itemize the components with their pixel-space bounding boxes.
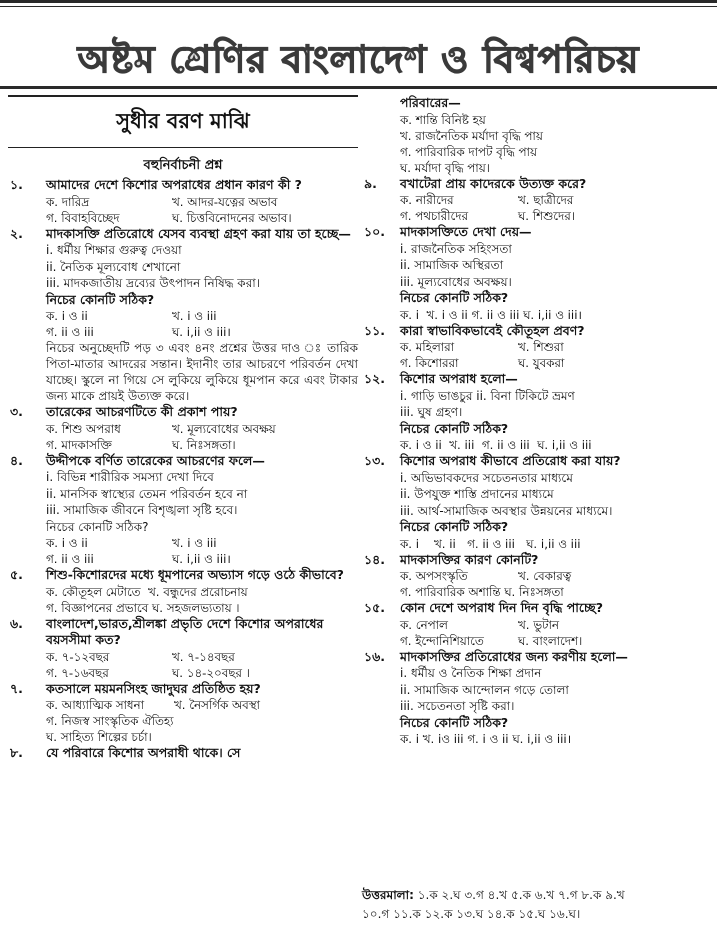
statement: iii. মাদকজাতীয় দ্রব্যের উৎপাদন নিষিদ্ধ করা। <box>46 276 261 290</box>
option-line: গ. পারিবারিক দাপট বৃদ্ধি পায় <box>400 144 537 159</box>
question-number: ২. <box>10 225 23 241</box>
option: ঘ. ১৪-২০বছর । <box>172 665 250 680</box>
sub-question: নিচের কোনটি সঠিক? <box>400 714 509 730</box>
sub-question: নিচের কোনটি সঠিক? <box>46 291 155 307</box>
question-number: ৩. <box>10 404 23 419</box>
option: খ. বেকারত্ব <box>518 569 572 583</box>
option: ঘ. বাংলাদেশ। <box>518 633 583 648</box>
option: ক. অপসংস্কৃতি <box>400 569 468 583</box>
option-line: ঘ. সাহিত্য শিল্পের চর্চা। <box>46 730 152 744</box>
option: ঘ. যুবকরা <box>518 356 565 370</box>
question <box>362 453 710 552</box>
statement: iii. সামাজিক জীবনে বিশৃঙ্খলা সৃষ্টি হবে। <box>46 503 238 517</box>
author-box <box>8 95 358 148</box>
option: ক. দারিদ্র <box>46 194 90 209</box>
option: খ. ছাত্রীদের <box>518 193 574 207</box>
statement: i. ধর্মীয় ও নৈতিক শিক্ষা প্রদান <box>400 666 542 680</box>
option-line: ক. i ও ii খ. iii গ. ii ও iii ঘ. i,ii ও iii <box>400 438 592 452</box>
option-row <box>46 421 358 437</box>
question-number: ১. <box>10 177 23 192</box>
option-row <box>46 324 358 340</box>
banner-bottom-rule <box>0 86 717 89</box>
question-text: আমাদের দেশে কিশোর অপরাধের প্রধান কারণ কী ? <box>46 177 302 192</box>
option: গ. পথচারীদের <box>400 209 468 223</box>
question <box>362 323 710 372</box>
question-text: উদ্দীপকে বর্ণিত তারেকের আচরণের ফলে— <box>46 452 265 468</box>
statement-list <box>400 470 710 520</box>
question-text: কোন দেশে অপরাধ দিন দিন বৃদ্ধি পাচ্ছে? <box>400 600 604 615</box>
options <box>46 584 358 616</box>
option: ক. ৭-১২বছর <box>46 649 110 664</box>
sub-question: নিচের কোনটি সঠিক? <box>400 420 509 436</box>
option: ঘ. চিত্তবিনোদনের অভাব। <box>172 210 292 225</box>
statement: iii. সচেতনতা সৃষ্টি করা। <box>400 699 515 713</box>
option: ক. নারীদের <box>400 193 454 207</box>
banner-top-rule-thin <box>0 6 717 7</box>
option-line: গ. বিজ্ঞাপনের প্রভাবে ঘ. সহজলভ্যতায় । <box>46 600 240 615</box>
options <box>400 568 710 584</box>
option-line: ক. আধ্যাত্মিক সাধনা খ. নৈসর্গিক অবস্থা <box>46 698 260 712</box>
option-line: ক. শান্তি বিনিষ্ট হয় <box>400 112 486 127</box>
statement-list <box>400 241 710 291</box>
statement: iii. আর্থ-সামাজিক অবস্থার উন্নয়নের মাধ্যমে। <box>400 503 613 518</box>
question-continued <box>362 95 710 176</box>
option: ক. মহিলারা <box>400 340 454 354</box>
question-text: মাদকাসক্তি প্রতিরোধে যেসব ব্যবস্থা গ্রহণ করা যায় তা হচ্ছে— <box>46 225 351 241</box>
question-text: মাদকাসক্তির প্রতিরোধের জন্য করণীয় হলো— <box>400 648 628 664</box>
option-line: ক. i খ. i ও ii গ. ii ও iii ঘ. i,ii ও iii। <box>400 307 582 322</box>
answer-key-line: ১.ক ২.ঘ ৩.গ ৪.খ ৫.ক ৬.খ ৭.গ ৮.ক ৯.খ <box>413 888 625 902</box>
statement: i. ধর্মীয় শিক্ষার গুরুত্ব দেওয়া <box>46 243 182 257</box>
option: ক. নেপাল <box>400 617 448 632</box>
question-text: তারেকের আচরণটিতে কী প্রকাশ পায়? <box>46 404 238 419</box>
question-number: ১৫. <box>364 600 385 615</box>
banner-top-rule <box>0 0 717 3</box>
question <box>362 552 710 601</box>
question-group <box>8 177 358 340</box>
option-row <box>46 210 358 226</box>
question-number: ৫. <box>10 567 23 582</box>
options <box>46 535 358 567</box>
statement: i. গাড়ি ভাঙচুর ii. বিনা টিকিটে ভ্রমণ <box>400 388 575 403</box>
answer-key <box>362 886 712 924</box>
statement: ii. মানসিক স্বাস্থ্যের তেমন পরিবর্তন হবে না <box>46 486 248 501</box>
question-number: ৪. <box>10 452 23 468</box>
option: গ. মাদকাসক্তি <box>46 437 112 452</box>
statement: ii. নৈতিক মূল্যবোধ শেখানো <box>46 259 181 274</box>
statement: iii. ঘুষ গ্রহণ। <box>400 405 463 419</box>
banner-title: অষ্টম শ্রেণির বাংলাদেশ ও বিশ্বপরিচয় <box>77 38 640 81</box>
question <box>8 404 358 453</box>
sub-question: নিচের কোনটি সঠিক? <box>400 519 509 534</box>
option-row <box>46 194 358 210</box>
question <box>8 226 358 341</box>
statement: ii. উপযুক্ত শাস্তি প্রদানের মাধ্যমে <box>400 487 554 501</box>
option-row <box>46 665 358 681</box>
option: ঘ. শিশুদের। <box>518 209 575 223</box>
options <box>46 649 358 681</box>
statement: ii. সামাজিক অস্থিরতা <box>400 258 504 272</box>
options <box>400 192 710 224</box>
question <box>8 745 358 762</box>
option: গ. ii ও iii <box>46 325 94 339</box>
question-text: পরিবারের— <box>400 95 461 110</box>
options <box>46 308 358 340</box>
sub-question: নিচের কোনটি সঠিক? <box>400 290 509 305</box>
question-text: কিশোর অপরাধ কীভাবে প্রতিরোধ করা যায়? <box>400 453 621 468</box>
option-line: ক. কৌতূহল মেটাতে খ. বন্ধুদের প্ররোচনায় <box>46 584 248 599</box>
statement-list <box>400 388 710 421</box>
question-text: বাংলাদেশ,ভারত,শ্রীলঙ্কা প্রভৃতি দেশে কিশোর অপরাধের বয়সসীমা কত? <box>46 615 324 647</box>
question <box>8 453 358 568</box>
sub-question: নিচের কোনটি সঠিক? <box>46 519 149 534</box>
option-row <box>400 355 710 371</box>
option: ক. i ও ii <box>46 309 88 323</box>
statement: iii. মূল্যবোধের অবক্ষয়। <box>400 274 512 289</box>
option-row <box>46 551 358 567</box>
options <box>400 307 710 323</box>
question <box>362 649 710 748</box>
option: গ. কিশোররা <box>400 356 459 370</box>
option-row <box>46 437 358 453</box>
section-title: বহুনির্বাচনী প্রশ্ন <box>143 158 223 173</box>
question-number: ৯. <box>364 175 377 191</box>
options <box>400 731 710 747</box>
option: খ. আদর-যত্নের অভাব <box>172 194 278 209</box>
option-line: গ. নিজস্ব সাংস্কৃতিক ঐতিহ্য <box>46 714 174 728</box>
option: গ. ৭-১৬বছর <box>46 665 109 680</box>
question <box>8 177 358 226</box>
option: খ. i ও iii <box>172 309 217 323</box>
options <box>400 339 710 371</box>
question-text: মাদকাসক্তির কারণ কোনটি? <box>400 551 539 567</box>
statement: i. অভিভাবকদের সচেতনতার মাধ্যমে <box>400 470 573 485</box>
option-row <box>46 649 358 665</box>
option-row <box>46 308 358 324</box>
answer-key-label: উত্তরমালা: <box>362 888 414 902</box>
options <box>46 697 358 745</box>
question-text: কতসালে ময়মনসিংহ জাদুঘর প্রতিষ্ঠিত হয়? <box>46 680 261 696</box>
options <box>400 437 710 453</box>
option: খ. মূল্যবোধের অবক্ষয় <box>172 421 276 436</box>
options <box>46 421 358 453</box>
question-text: মাদকাসক্তিতে দেখা দেয়— <box>400 224 532 239</box>
question <box>362 224 710 323</box>
option: ঘ. i,ii ও iii। <box>172 325 231 339</box>
option: ঘ. i,ii ও iii। <box>172 552 231 566</box>
options <box>400 112 710 176</box>
option: ক. i ও ii <box>46 536 88 550</box>
question-number: ৬. <box>10 615 23 631</box>
option-row <box>400 339 710 355</box>
question <box>8 567 358 616</box>
option-row <box>400 617 710 633</box>
author-name: সুধীর বরণ মাঝি <box>116 108 250 133</box>
statement: ii. সামাজিক আন্দোলন গড়ে তোলা <box>400 682 569 697</box>
question <box>8 681 358 746</box>
option-line: ক. i খ. ii গ. ii ও iii ঘ. i,ii ও iii <box>400 536 581 551</box>
statement: i. বিভিন্ন শারীরিক সমস্যা দেখা দিবে <box>46 470 214 484</box>
question-number: ১৬. <box>364 648 385 664</box>
question <box>362 371 710 453</box>
option: খ. ভুটান <box>518 617 559 632</box>
option: ক. শিশু অপরাধ <box>46 421 121 436</box>
option-line: খ. রাজনৈতিক মর্যাদা বৃদ্ধি পায় <box>400 128 543 143</box>
option: গ. বিবাহবিচ্ছেদ <box>46 210 120 225</box>
option-row <box>400 208 710 224</box>
question-text: বখাটেরা প্রায় কাদেরকে উত্যক্ত করে? <box>400 175 587 191</box>
question-text: যে পরিবারে কিশোর অপরাধী থাকে। সে <box>46 745 241 760</box>
question-number: ৭. <box>10 680 23 696</box>
question-group <box>362 176 710 748</box>
option-row <box>400 192 710 208</box>
option-line: ঘ. মর্যাদা বৃদ্ধি পায়। <box>400 160 490 175</box>
option: গ. ii ও iii <box>46 552 94 566</box>
question-number: ১২. <box>364 371 385 386</box>
question-text: কারা স্বাভাবিকভাবেই কৌতূহল প্রবণ? <box>400 322 585 338</box>
option: গ. ইন্দোনিশিয়াতে <box>400 633 484 648</box>
question-group <box>8 404 358 762</box>
question-number: ১১. <box>364 322 385 338</box>
left-column <box>8 95 358 762</box>
question-number: ১০. <box>364 224 385 239</box>
statement-list <box>400 665 710 715</box>
statement-list <box>46 469 358 519</box>
question <box>362 176 710 225</box>
statement-list <box>46 242 358 292</box>
option-line: ক. i খ. iও iii গ. i ও ii ঘ. i,ii ও iii। <box>400 732 572 746</box>
question <box>362 600 710 649</box>
question-text: কিশোর অপরাধ হলো— <box>400 371 518 386</box>
question-number: ১৪. <box>364 551 385 567</box>
question-text: শিশু-কিশোরদের মধ্যে ধূমপানের অভ্যাস গড়ে ওঠে কীভাবে? <box>46 567 344 582</box>
option-row <box>400 568 710 584</box>
option-row <box>46 535 358 551</box>
statement: i. রাজনৈতিক সহিংসতা <box>400 241 512 256</box>
question-number: ১৩. <box>364 453 385 468</box>
banner <box>0 0 717 92</box>
options <box>46 194 358 226</box>
option-row <box>400 633 710 649</box>
options <box>400 617 710 649</box>
answer-key-line: ১০.গ ১১.ক ১২.ক ১৩.ঘ ১৪.ক ১৫.ঘ ১৬.ঘ। <box>362 907 581 921</box>
right-column <box>362 95 710 747</box>
options <box>400 584 710 600</box>
option: খ. ৭-১৪বছর <box>172 649 235 664</box>
question <box>8 616 358 681</box>
options <box>400 536 710 552</box>
option: খ. শিশুরা <box>518 340 564 354</box>
option-line: গ. পারিবারিক অশান্তি ঘ. নিঃসঙ্গতা <box>400 585 564 599</box>
option: খ. i ও iii <box>172 536 217 550</box>
passage: নিচের অনুচ্ছেদটি পড় ৩ এবং ৪নং প্রশ্নের উত্তর দাও ঃ তারিক পিতা-মাতার আদরের সন্তান। ইদানীং তার আচরণে পরিবর্তন দেখা যাচ্ছে। স্কুলে না গিয়ে সে লুকিয়ে লুকিয়ে ধূমপান করে এবং টাকার জন্য মাকে প্রায়ই উত্যক্ত করে। <box>46 341 358 403</box>
question-number: ৮. <box>10 745 23 760</box>
option: ঘ. নিঃসঙ্গতা। <box>172 437 236 452</box>
